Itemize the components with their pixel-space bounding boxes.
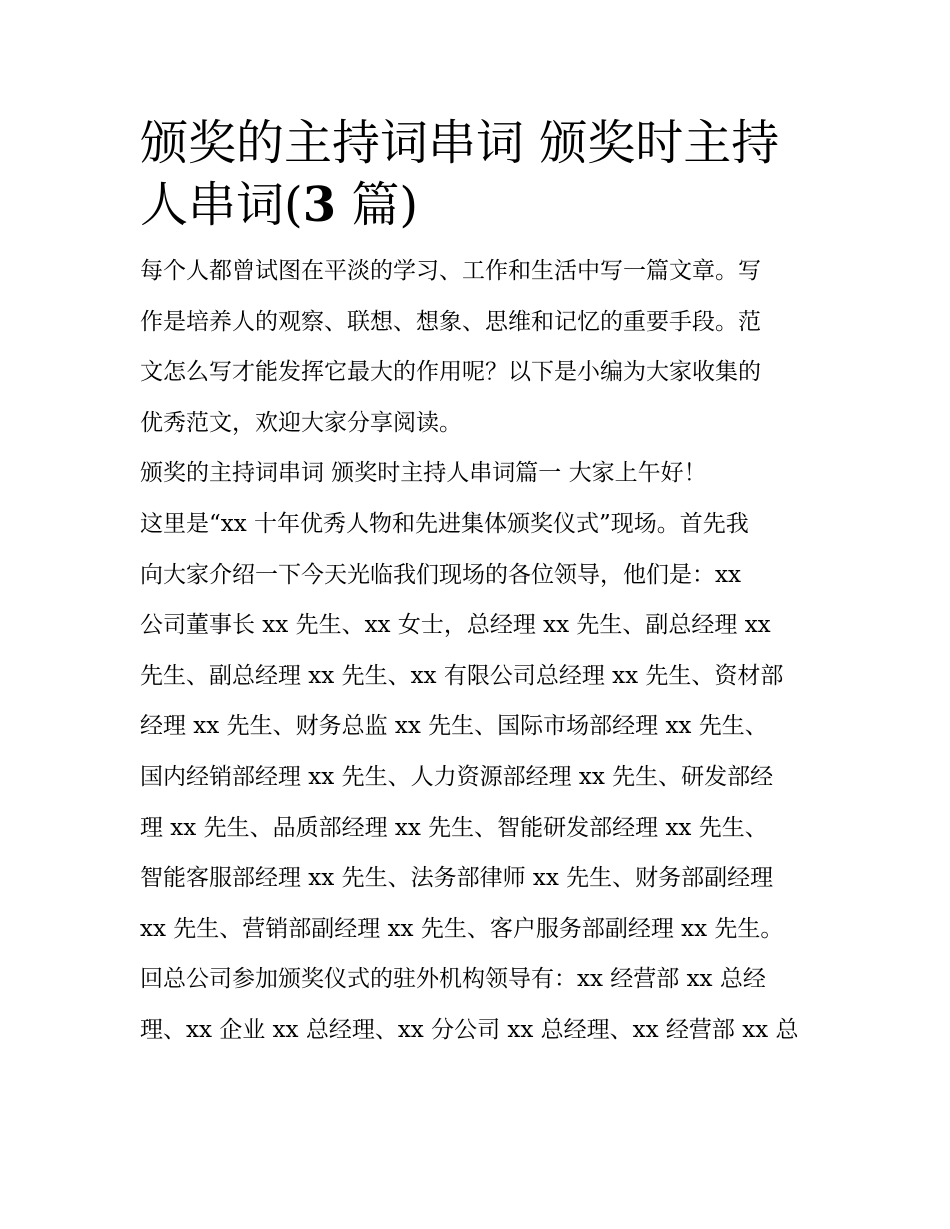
body-line-9: 先生、副总经理 xx 先生、xx 有限公司总经理 xx 先生、资材部 [140,662,784,689]
body-line-3: 文怎么写才能发挥它最大的作用呢？以下是小编为大家收集的 [140,359,761,386]
body-line-14: xx 先生、营销部副经理 xx 先生、客户服务部副经理 xx 先生。 [140,915,784,942]
body-line-11: 国内经销部经理 xx 先生、人力资源部经理 xx 先生、研发部经 [140,763,774,790]
document-title-line-2 [140,174,820,236]
body-line-10: 经理 xx 先生、财务总监 xx 先生、国际市场部经理 xx 先生、 [140,713,768,740]
body-line-2: 作是培养人的观察、联想、想象、思维和记忆的重要手段。范 [140,308,761,335]
body-line-12: 理 xx 先生、品质部经理 xx 先生、智能研发部经理 xx 先生、 [140,814,768,841]
document-title-line-1: 颁奖的主持词串词 颁奖时主持 [140,115,780,171]
body-line-13: 智能客服部经理 xx 先生、法务部律师 xx 先生、财务部副经理 [140,865,774,892]
body-line-6: 这里是“xx 十年优秀人物和先进集体颁奖仪式”现场。首先我 [140,510,749,537]
body-line-5: 颁奖的主持词串词 颁奖时主持人串词篇一 大家上午好！ [140,460,707,487]
body-line-16: 理、xx 企业 xx 总经理、xx 分公司 xx 总经理、xx 经营部 xx 总 [140,1016,799,1043]
body-line-1: 每个人都曾试图在平淡的学习、工作和生活中写一篇文章。写 [140,258,761,284]
body-line-8: 公司董事长 xx 先生、xx 女士，总经理 xx 先生、副总经理 xx [140,612,771,639]
title-number: 3 [302,177,337,233]
document-page [140,112,820,1056]
body-line-15: 回总公司参加颁奖仪式的驻外机构领导有：xx 经营部 xx 总经 [140,966,766,993]
body-line-7: 向大家介绍一下今天光临我们现场的各位领导，他们是：xx [140,561,741,588]
title-prefix: 人串词( [140,177,303,233]
body-line-4: 优秀范文，欢迎大家分享阅读。 [140,409,462,436]
title-suffix: 篇) [336,177,419,233]
